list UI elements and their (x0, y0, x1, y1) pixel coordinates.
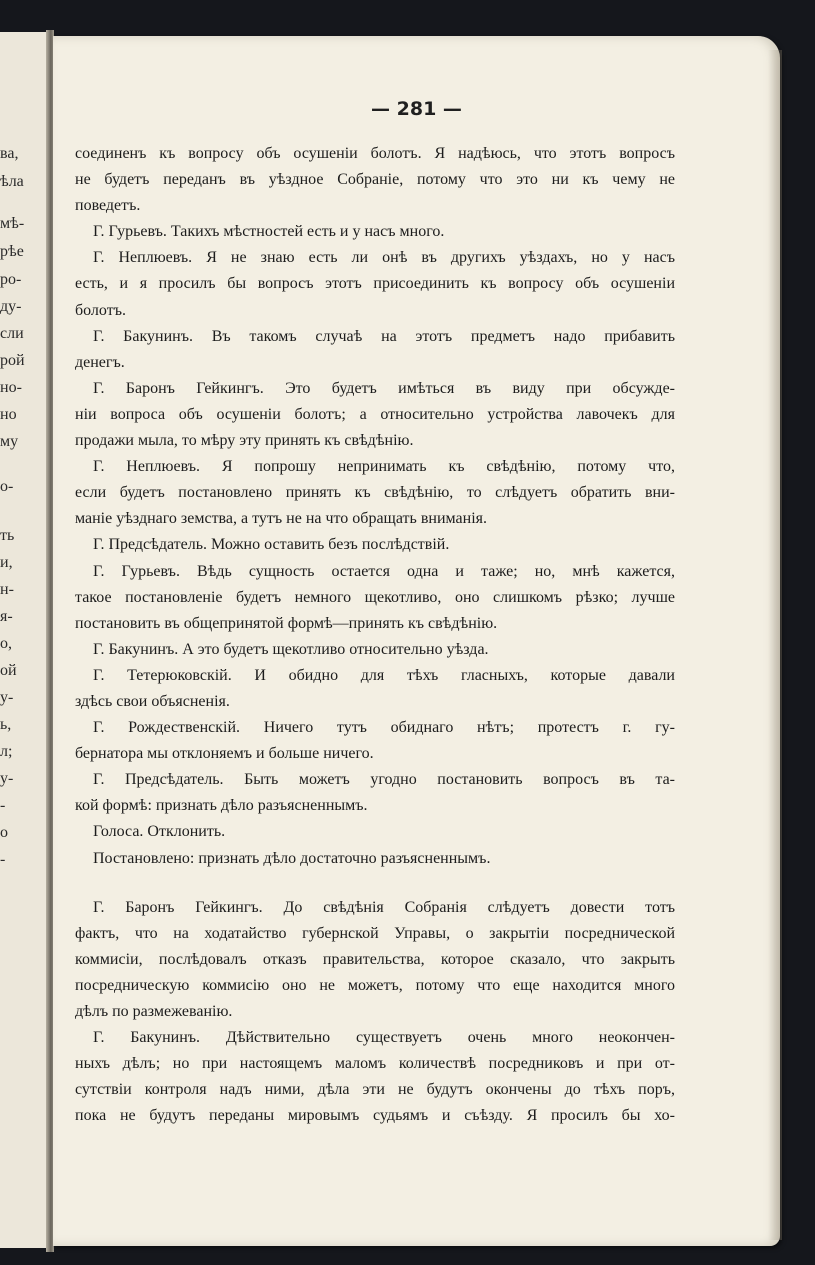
text-line: продажи мыла, то мѣру эту принять къ свѣдѣнію. (75, 432, 414, 450)
left-page-fragment: му (0, 433, 19, 450)
text-line: постановить въ общепринятой формѣ—принять къ свѣдѣнію. (75, 614, 498, 632)
text-line: Г. Гурьевъ. Такихъ мѣстностей есть и у насъ много. (93, 223, 445, 241)
text-line: Г. Предсѣдатель. Быть можетъ угодно постановить вопросъ въ та- (93, 771, 675, 789)
text-line: Постановлено: признать дѣло достаточно разъясненнымъ. (93, 849, 491, 867)
text-line: такое постановленіе будетъ немного щекотливо, оно слишкомъ рѣзко; лучше (75, 588, 675, 606)
left-page-fragment: рѣе (0, 243, 24, 260)
text-line: денегъ. (75, 353, 125, 371)
left-page-fragment: мѣ- (0, 215, 25, 232)
left-page-fragment: н- (0, 581, 14, 598)
left-page-fragment: о- (0, 478, 14, 495)
text-line: Г. Гурьевъ. Вѣдь сущность остается одна и таже; но, мнѣ кажется, (93, 562, 675, 580)
text-line: Г. Предсѣдатель. Можно оставить безъ послѣдствій. (93, 536, 450, 554)
text-line: посредническую коммисію оно не можетъ, потому что еще находится много (75, 976, 675, 994)
text-line: есть, и я просилъ бы вопросъ этотъ присоединить къ вопросу объ осушеніи (75, 275, 675, 293)
text-line: Г. Неплюевъ. Я не знаю есть ли онѣ въ другихъ уѣздахъ, но у насъ (93, 249, 675, 267)
text-line: маніе уѣзднаго земства, а тутъ не на что обращать вниманія. (75, 510, 488, 528)
text-line: Г. Неплюевъ. Я попрошу непринимать къ свѣдѣнію, потому что, (93, 458, 675, 476)
left-page-fragment: ду- (0, 298, 22, 315)
left-page-fragment: но (0, 406, 17, 423)
left-page-fragment: ва, (0, 145, 19, 162)
text-line: Г. Баронъ Гейкингъ. Это будетъ имѣться въ виду при обсужде- (93, 379, 675, 397)
text-line: кой формѣ: признать дѣло разъясненнымъ. (75, 797, 368, 815)
page-body-text (75, 141, 675, 1129)
left-page-fragment: сли (0, 325, 24, 342)
paragraph-gap (75, 872, 675, 895)
text-line: болотъ. (75, 301, 126, 319)
left-page-fragment: - (0, 851, 6, 868)
left-page-fragment: - (0, 797, 6, 814)
text-line: дѣлъ по размежеванію. (75, 1003, 233, 1020)
text-line: Голоса. Отклонить. (93, 823, 226, 841)
left-page-fragment: ть (0, 527, 15, 544)
page-number: — 281 — (371, 98, 462, 120)
left-page-fragment: рой (0, 352, 25, 369)
left-page-fragment: ро- (0, 271, 22, 288)
left-page-fragment: о, (0, 635, 12, 652)
left-page-fragment: я- (0, 608, 13, 625)
text-line: поведетъ. (75, 197, 141, 215)
left-page-fragment: ь, (0, 716, 12, 733)
book-page (53, 36, 780, 1246)
left-page-fragment: ѣла (0, 173, 24, 190)
left-page-fragment: у- (0, 770, 14, 787)
text-line: бернатора мы отклоняемъ и больше ничего. (75, 745, 374, 763)
text-line: соединенъ къ вопросу объ осушеніи болотъ. Я надѣюсь, что этотъ вопросъ (75, 145, 675, 162)
left-page-fragment: и, (0, 554, 13, 571)
left-page-fragment: у- (0, 689, 14, 706)
text-line: сутствіи контроля надъ ними, дѣла эти не будутъ окончены до тѣхъ поръ, (75, 1081, 675, 1099)
text-line: ніи вопроса объ осушеніи болотъ; а относительно устройства лавочекъ для (75, 405, 675, 423)
text-line: Г. Бакунинъ. Въ такомъ случаѣ на этотъ предметъ надо прибавить (93, 327, 675, 345)
text-line: ныхъ дѣлъ; но при настоящемъ маломъ количествѣ посредниковъ и при от- (75, 1055, 675, 1073)
left-page-fragment: но- (0, 379, 22, 396)
text-line: Г. Бакунинъ. Дѣйствительно существуетъ очень много неокончен- (93, 1029, 675, 1047)
left-page-fragment: о (0, 824, 8, 841)
text-line: Г. Рождественскій. Ничего тутъ обиднаго нѣтъ; протестъ г. гу- (93, 719, 675, 737)
text-line: Г. Тетерюковскій. И обидно для тѣхъ гласныхъ, которые давали (93, 666, 675, 684)
left-page-edge (0, 32, 47, 1248)
text-line: если будетъ постановлено принять къ свѣдѣнію, то слѣдуетъ обратить вни- (75, 484, 675, 502)
text-line: здѣсь свои объясненія. (75, 692, 230, 710)
text-line: Г. Бакунинъ. А это будетъ щекотливо относительно уѣзда. (93, 640, 489, 658)
left-page-fragment: л; (0, 743, 13, 760)
left-page-fragment: ой (0, 662, 17, 679)
text-line: не будетъ переданъ въ уѣздное Собраніе, потому что это ни къ чему не (75, 171, 675, 189)
text-line: пока не будутъ переданы мировымъ судьямъ и съѣзду. Я просилъ бы хо- (75, 1107, 675, 1125)
text-line: коммисіи, послѣдовалъ отказъ правительства, которое сказало, что закрыть (75, 950, 675, 968)
text-line: Г. Баронъ Гейкингъ. До свѣдѣнія Собранія слѣдуетъ довести тотъ (93, 898, 675, 916)
text-line: фактъ, что на ходатайство губернской Управы, о закрытіи посреднической (75, 924, 675, 942)
